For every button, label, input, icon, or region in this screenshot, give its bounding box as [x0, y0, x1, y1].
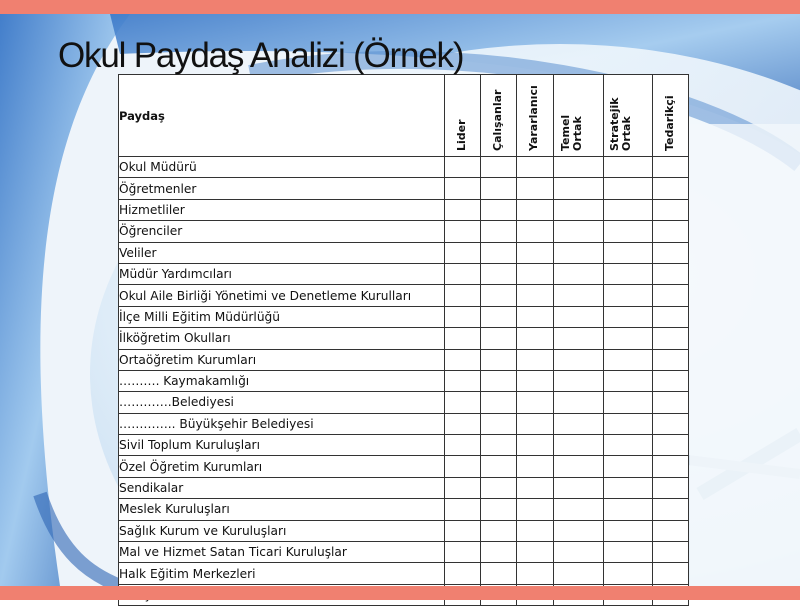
table-cell	[554, 456, 604, 477]
table-cell	[481, 263, 517, 284]
table-cell	[481, 285, 517, 306]
table-cell	[554, 563, 604, 584]
table-cell	[481, 199, 517, 220]
stakeholder-name: Sendikalar	[119, 477, 445, 498]
table-cell	[604, 349, 653, 370]
table-cell	[554, 263, 604, 284]
table-cell	[604, 435, 653, 456]
table-row	[119, 306, 689, 327]
table-cell	[445, 178, 481, 199]
table-cell	[481, 499, 517, 520]
table-cell	[517, 199, 554, 220]
table-cell	[445, 349, 481, 370]
stakeholder-name: İlköğretim Okulları	[119, 328, 445, 349]
table-cell	[445, 221, 481, 242]
table-cell	[517, 499, 554, 520]
table-cell	[554, 499, 604, 520]
table-cell	[554, 157, 604, 178]
table-cell	[481, 435, 517, 456]
table-row	[119, 477, 689, 498]
table-cell	[604, 306, 653, 327]
table-cell	[604, 328, 653, 349]
stakeholder-name: Öğrenciler	[119, 221, 445, 242]
table-row	[119, 349, 689, 370]
table-cell	[554, 349, 604, 370]
table-row	[119, 413, 689, 434]
table-row	[119, 563, 689, 584]
column-header-paydas: Paydaş	[119, 75, 445, 157]
table-cell	[653, 157, 689, 178]
table-cell	[653, 370, 689, 391]
table-cell	[517, 413, 554, 434]
table-cell	[653, 563, 689, 584]
stakeholder-name: Okul Müdürü	[119, 157, 445, 178]
table-cell	[653, 435, 689, 456]
stakeholder-name: Sivil Toplum Kuruluşları	[119, 435, 445, 456]
table-cell	[554, 435, 604, 456]
table-cell	[481, 328, 517, 349]
table-cell	[554, 520, 604, 541]
table-cell	[653, 242, 689, 263]
stakeholder-name: Veliler	[119, 242, 445, 263]
table-cell	[604, 542, 653, 563]
table-cell	[481, 563, 517, 584]
stakeholder-name: Ortaöğretim Kurumları	[119, 349, 445, 370]
column-header-label: Tedarikçi	[662, 95, 676, 151]
table-cell	[517, 178, 554, 199]
table-cell	[445, 520, 481, 541]
stakeholder-name: Özel Öğretim Kurumları	[119, 456, 445, 477]
table-cell	[554, 285, 604, 306]
table-cell	[445, 242, 481, 263]
table-cell	[481, 242, 517, 263]
column-header-temel-ortak	[554, 75, 604, 157]
stakeholder-name: Halk Eğitim Merkezleri	[119, 563, 445, 584]
table-cell	[481, 392, 517, 413]
stakeholder-name: ………….. Büyükşehir Belediyesi	[119, 413, 445, 434]
table-row	[119, 435, 689, 456]
column-header-lider	[445, 75, 481, 157]
table-cell	[481, 456, 517, 477]
table-cell	[604, 263, 653, 284]
table-cell	[481, 306, 517, 327]
table-row	[119, 178, 689, 199]
table-cell	[653, 263, 689, 284]
column-header-calisanlar	[481, 75, 517, 157]
column-header-yararlanici	[517, 75, 554, 157]
column-header-label: Lider	[454, 119, 468, 151]
table-cell	[653, 413, 689, 434]
table-cell	[604, 499, 653, 520]
table-row	[119, 157, 689, 178]
table-cell	[445, 392, 481, 413]
table-cell	[653, 306, 689, 327]
table-cell	[604, 520, 653, 541]
table-cell	[445, 199, 481, 220]
table-cell	[554, 221, 604, 242]
table-row	[119, 392, 689, 413]
table-cell	[554, 178, 604, 199]
table-cell	[517, 349, 554, 370]
column-header-label: Çalışanlar	[490, 89, 504, 151]
table-cell	[517, 456, 554, 477]
table-cell	[445, 328, 481, 349]
bottom-accent-bar	[0, 586, 800, 600]
table-cell	[481, 178, 517, 199]
table-row	[119, 199, 689, 220]
stakeholder-name: Öğretmenler	[119, 178, 445, 199]
table-cell	[554, 542, 604, 563]
table-cell	[604, 563, 653, 584]
table-cell	[445, 542, 481, 563]
column-header-label: Temel Ortak	[558, 114, 584, 151]
table-cell	[517, 392, 554, 413]
table-cell	[653, 199, 689, 220]
table-cell	[653, 456, 689, 477]
table-cell	[517, 435, 554, 456]
table-cell	[517, 263, 554, 284]
table-cell	[653, 542, 689, 563]
table-cell	[445, 563, 481, 584]
table-cell	[517, 563, 554, 584]
table-cell	[445, 157, 481, 178]
stakeholder-name: ………….Belediyesi	[119, 392, 445, 413]
table-header-row	[119, 75, 689, 157]
table-cell	[554, 306, 604, 327]
column-header-stratejik-ortak	[604, 75, 653, 157]
table-cell	[653, 328, 689, 349]
slide-title: Okul Paydaş Analizi (Örnek)	[58, 36, 464, 75]
table-cell	[604, 199, 653, 220]
stakeholder-name: Okul Aile Birliği Yönetimi ve Denetleme Kurulları	[119, 285, 445, 306]
table-cell	[481, 370, 517, 391]
table-cell	[554, 392, 604, 413]
table-cell	[517, 542, 554, 563]
table-cell	[604, 370, 653, 391]
table-cell	[604, 413, 653, 434]
table-cell	[481, 542, 517, 563]
table-cell	[653, 285, 689, 306]
table-cell	[653, 349, 689, 370]
table-cell	[604, 221, 653, 242]
table-cell	[445, 499, 481, 520]
table-cell	[517, 306, 554, 327]
table-cell	[653, 499, 689, 520]
table-cell	[554, 413, 604, 434]
table-cell	[517, 285, 554, 306]
table-cell	[445, 477, 481, 498]
table-row	[119, 456, 689, 477]
table-cell	[604, 392, 653, 413]
stakeholder-name: Meslek Kuruluşları	[119, 499, 445, 520]
table-cell	[481, 520, 517, 541]
table-cell	[481, 413, 517, 434]
table-cell	[554, 328, 604, 349]
stakeholder-name: İlçe Milli Eğitim Müdürlüğü	[119, 306, 445, 327]
table-cell	[653, 221, 689, 242]
table-row	[119, 242, 689, 263]
column-header-label: Stratejik Ortak	[608, 97, 633, 151]
table-cell	[445, 456, 481, 477]
table-cell	[604, 456, 653, 477]
table-cell	[517, 157, 554, 178]
table-cell	[517, 221, 554, 242]
table-cell	[554, 477, 604, 498]
table-cell	[445, 413, 481, 434]
table-cell	[481, 157, 517, 178]
stakeholder-name: Müdür Yardımcıları	[119, 263, 445, 284]
table-row	[119, 285, 689, 306]
table-cell	[517, 477, 554, 498]
table-cell	[554, 370, 604, 391]
table-row	[119, 328, 689, 349]
table-row	[119, 499, 689, 520]
table-cell	[604, 157, 653, 178]
stakeholder-name: Mal ve Hizmet Satan Ticari Kuruluşlar	[119, 542, 445, 563]
stakeholder-name: Sağlık Kurum ve Kuruluşları	[119, 520, 445, 541]
table-cell	[554, 199, 604, 220]
table-cell	[653, 520, 689, 541]
table-cell	[604, 285, 653, 306]
table-cell	[604, 242, 653, 263]
table-cell	[517, 328, 554, 349]
table-cell	[481, 221, 517, 242]
table-cell	[517, 242, 554, 263]
stakeholder-name: ………. Kaymakamlığı	[119, 370, 445, 391]
table-row	[119, 520, 689, 541]
table-cell	[517, 370, 554, 391]
stakeholder-table	[118, 74, 689, 606]
table-cell	[517, 520, 554, 541]
table-cell	[653, 477, 689, 498]
table-cell	[554, 242, 604, 263]
column-header-label: Yararlanıcı	[527, 85, 540, 151]
table-cell	[604, 178, 653, 199]
column-header-tedarikci	[653, 75, 689, 157]
table-cell	[445, 263, 481, 284]
table-row	[119, 542, 689, 563]
stakeholder-name: Hizmetliler	[119, 199, 445, 220]
table-cell	[604, 477, 653, 498]
table-row	[119, 263, 689, 284]
table-cell	[653, 178, 689, 199]
top-accent-bar	[0, 0, 800, 14]
table-cell	[445, 435, 481, 456]
table-cell	[481, 349, 517, 370]
table-cell	[445, 285, 481, 306]
table-row	[119, 221, 689, 242]
table-cell	[445, 370, 481, 391]
table-cell	[481, 477, 517, 498]
table-row	[119, 370, 689, 391]
table-cell	[653, 392, 689, 413]
table-cell	[445, 306, 481, 327]
